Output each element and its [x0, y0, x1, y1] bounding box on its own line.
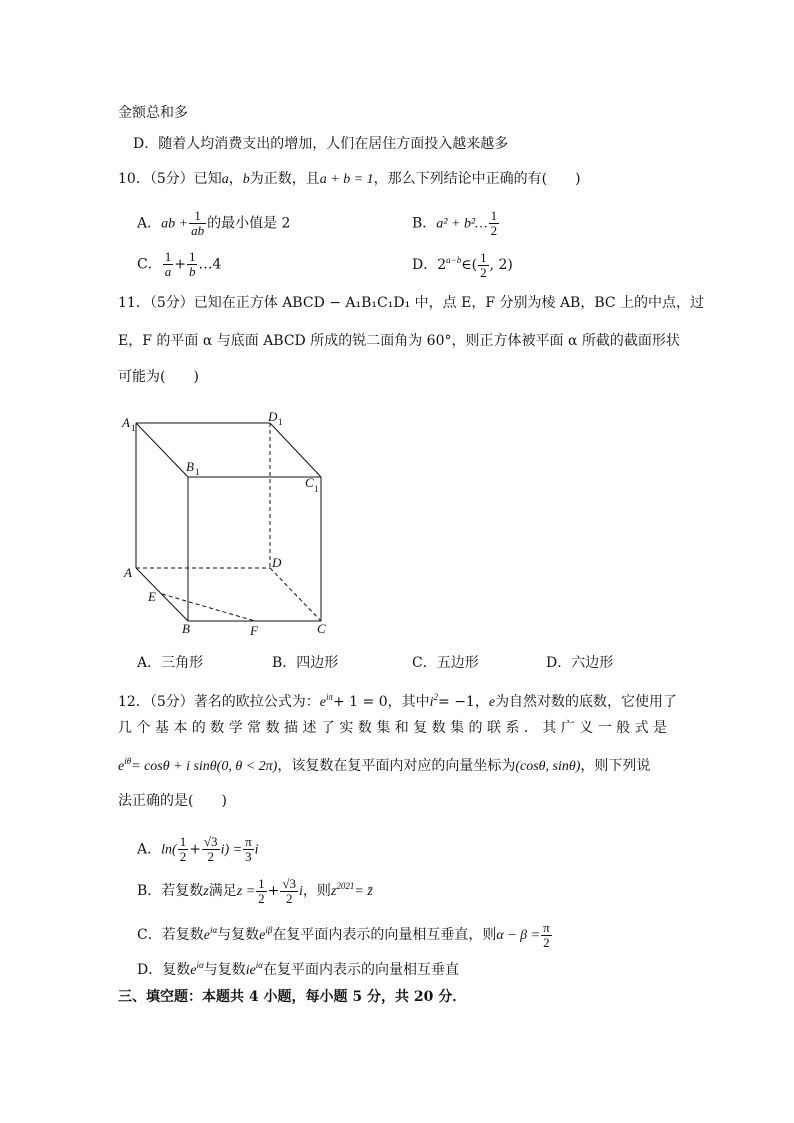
fraction-denominator: b	[188, 264, 196, 279]
q12-option-b-label: B．	[137, 883, 162, 899]
fraction-numerator: 1	[188, 249, 196, 264]
fraction-denominator: 2	[285, 890, 293, 906]
edge-d-c	[270, 568, 321, 621]
q12-option-c-text-2: 与复数	[217, 927, 260, 943]
q12-option-d-ie-exponent: iα	[255, 960, 264, 970]
q11-number: 11．	[118, 295, 150, 311]
q12-option-a-fraction-2	[202, 835, 220, 864]
q10-option-d-fraction	[478, 251, 489, 280]
q11-score: （5分）	[149, 295, 194, 311]
q12-option-c-text-1: 若复数	[161, 927, 204, 943]
q12-text-1: 著名的欧拉公式为：	[193, 694, 320, 710]
q10-condition: a + b = 1	[319, 172, 374, 187]
cube-figure	[118, 405, 348, 641]
q12-option-a-mid: i) =	[220, 842, 243, 858]
q12-option-c-relation: α − β =	[496, 928, 541, 943]
q12-option-a-tail: i	[254, 842, 259, 858]
q12-score: （5分）	[149, 694, 194, 710]
q12-stem-line-4: 法正确的是( )	[118, 793, 227, 809]
label-b1: B	[186, 459, 194, 474]
q12-option-d-e1: e	[190, 963, 197, 978]
q10-comma: ，	[228, 171, 243, 187]
q10-option-c-fraction-2	[187, 250, 198, 279]
fraction-numerator: 1	[258, 875, 265, 891]
q12-option-b-text-2: 满足	[208, 883, 237, 899]
q12-option-b-z: z	[203, 884, 209, 899]
q12-text-4: 为自然对数的底数，它使用了	[495, 694, 678, 710]
label-c1-sub: 1	[314, 484, 319, 494]
q12-stem-line-3	[118, 751, 650, 777]
q10-text-2: 为正数，且	[249, 171, 320, 187]
q12-option-d-label: D．	[137, 962, 163, 978]
q12-option-d-text-3: 在复平面内表示的向量相互垂直	[263, 962, 460, 978]
q12-option-a-label: A．	[137, 841, 162, 858]
q12-general-rest: = cosθ + i sinθ(0, θ < 2π)	[131, 759, 278, 774]
q12-option-b-text-1: 若复数	[161, 883, 204, 899]
q12-line-3-tail: ，则下列说	[580, 758, 651, 774]
q11-stem-line-3: 可能为( )	[118, 369, 199, 385]
q12-i-rest: = −1	[438, 694, 475, 710]
q10-stem	[118, 169, 581, 190]
q12-number: 12．	[118, 694, 150, 710]
label-d: D	[272, 555, 282, 570]
q12-option-c-e1-exponent: iα	[209, 925, 218, 935]
q10-text-1: 已知	[193, 171, 222, 187]
label-d1: D	[268, 409, 278, 424]
label-a1-sub: 1	[131, 423, 136, 433]
q10-option-c-label: C．	[137, 256, 162, 273]
q12-general-base: e	[118, 759, 125, 774]
q10-option-b-fraction	[489, 209, 500, 238]
q12-option-c-text-3: 在复平面内表示的向量相互垂直，则	[272, 927, 497, 943]
q12-option-a-plus: +	[189, 841, 201, 858]
prev-question-continuation: 金额总和多	[118, 105, 188, 121]
fraction-numerator: √3	[203, 834, 218, 849]
fraction-denominator: 2	[543, 934, 550, 950]
q11-stem-line-2: E，F 的平面 α 与底面 ABCD 所成的锐二面角为 60°，则正方体被平面 α 所截的截面形状	[118, 333, 680, 349]
q10-option-d-in: ∈(	[461, 257, 478, 273]
q10-option-c-fraction-1	[163, 250, 174, 279]
fraction-denominator: 2	[258, 890, 265, 906]
fraction-numerator: 1	[480, 249, 487, 265]
q11-option-b: B．四边形	[272, 655, 339, 671]
q12-option-b-fraction-1	[256, 877, 267, 906]
q10-text-3: ，那么下列结论中正确的有	[373, 171, 542, 187]
q12-i-exponent: 2	[433, 692, 439, 702]
q11-stem-line-1	[118, 293, 704, 313]
fraction-numerator: 1	[179, 834, 187, 849]
q10-option-d-tail: , 2)	[489, 257, 513, 273]
q12-option-b-eq2: = z̄	[354, 884, 373, 899]
fraction-denominator: 2	[480, 264, 487, 280]
fraction-numerator: 1	[490, 208, 498, 223]
q10-option-a-text: 的最小值是 2	[207, 215, 291, 232]
q12-option-b-text-3: ，则	[302, 883, 331, 899]
q10-option-d-base: 2	[437, 257, 447, 273]
q12-option-c-e2-exponent: iβ	[265, 925, 273, 935]
fraction-denominator: a	[164, 264, 172, 279]
q12-text-3: ，	[474, 694, 489, 710]
label-b: B	[182, 621, 190, 636]
q12-euler-base: e	[319, 695, 326, 710]
q12-option-c-e1: e	[203, 928, 210, 943]
prev-option-d: D．随着人均消费支出的增加，人们在居住方面投入越来越多	[133, 136, 509, 152]
label-a1: A	[122, 415, 130, 430]
q12-option-c	[137, 920, 553, 950]
label-c1: C	[305, 475, 314, 490]
edge-d1-c1	[270, 423, 321, 477]
q12-euler-exponent: iπ	[325, 692, 333, 702]
q12-option-a	[137, 835, 259, 864]
q10-option-b-expr: a² + b²…	[436, 216, 488, 232]
fraction-denominator: 2	[179, 849, 187, 864]
q10-answer-paren: ( )	[541, 171, 581, 187]
q10-option-a	[137, 209, 290, 238]
q10-option-c-tail: …4	[198, 256, 222, 273]
q12-stem-line-2: 几 个 基 本 的 数 学 常 数 描 述 了 实 数 集 和 复 数 集 的 联 系 ． 其 广 义 一 般 式 是	[118, 720, 668, 736]
q12-option-b	[137, 876, 373, 906]
label-a: A	[124, 565, 132, 580]
q12-option-a-ln: ln(	[161, 842, 177, 858]
q12-option-b-plus: +	[267, 883, 280, 899]
edge-a1-b1	[136, 423, 188, 477]
q12-option-a-fraction-1	[178, 835, 189, 864]
fraction-denominator: 2	[490, 223, 498, 238]
q10-option-d-label: D．	[412, 257, 438, 273]
q12-option-c-fraction	[541, 921, 552, 950]
q12-option-b-z-base: z	[330, 884, 337, 899]
q12-option-a-fraction-3	[243, 835, 254, 864]
q12-option-c-label: C．	[137, 927, 162, 943]
q10-var-a: a	[221, 172, 229, 187]
label-d1-sub: 1	[278, 417, 283, 427]
segment-e-f	[162, 594, 255, 621]
q10-option-a-fraction	[189, 209, 206, 238]
q10-option-d	[412, 250, 513, 280]
label-b1-sub: 1	[195, 467, 200, 477]
q12-e-var: e	[488, 695, 496, 710]
q11-option-d: D．六边形	[546, 655, 614, 671]
q12-option-d-text-2: 与复数	[203, 962, 246, 978]
q12-option-b-fraction-2	[280, 877, 298, 906]
fraction-denominator: 2	[207, 849, 214, 864]
q10-score: （5分）	[149, 171, 194, 187]
fraction-denominator: ab	[191, 223, 205, 238]
q12-euler-rest: + 1 = 0	[332, 694, 388, 710]
fraction-numerator: π	[543, 919, 550, 935]
q12-option-d-text-1: 复数	[162, 962, 191, 978]
q11-line-1-text: 已知在正方体 ABCD − A₁B₁C₁D₁ 中，点 E，F 分别为棱 AB，BC 上的中点，过	[193, 295, 705, 311]
q12-stem-line-1	[118, 687, 677, 713]
fraction-numerator: 1	[164, 249, 172, 264]
q10-option-b	[412, 209, 500, 238]
fraction-denominator: 3	[245, 849, 252, 864]
q11-option-c: C．五边形	[412, 655, 479, 671]
fraction-numerator: 1	[189, 209, 206, 224]
q12-general-exponent: iθ	[124, 756, 132, 766]
q12-option-c-e2: e	[259, 928, 266, 943]
q10-option-c-plus: +	[174, 256, 186, 273]
q12-i: i	[429, 695, 434, 710]
label-c: C	[317, 621, 326, 636]
q10-option-a-label: A．	[137, 215, 162, 232]
q12-line-3-text: ，该复数在复平面内对应的向量坐标为	[277, 758, 516, 774]
q10-option-b-label: B．	[412, 215, 437, 232]
q11-option-a: A．三角形	[137, 655, 204, 671]
q10-var-b: b	[242, 172, 250, 187]
q12-coordinate: (cosθ, sinθ)	[515, 759, 581, 774]
q10-number: 10．	[118, 171, 150, 187]
q10-option-c	[137, 250, 221, 279]
q12-option-b-i: i	[299, 884, 303, 899]
q12-option-b-eq: z =	[236, 884, 256, 899]
section-3-heading: 三、填空题：本题共 4 小题，每小题 5 分，共 20 分．	[118, 989, 467, 1005]
q12-option-d	[137, 955, 459, 981]
q12-option-d-ie: ie	[245, 963, 256, 978]
label-e: E	[148, 589, 156, 604]
q12-option-d-e1-exponent: iα	[196, 960, 204, 970]
q12-text-2: ，其中	[387, 694, 430, 710]
label-f: F	[250, 623, 258, 638]
fraction-numerator: √3	[282, 875, 297, 891]
fraction-numerator: π	[245, 834, 252, 849]
q10-option-d-exponent: a−b	[446, 255, 462, 265]
q12-option-b-z-exponent: 2021	[336, 881, 355, 891]
q10-option-a-expr: ab +	[161, 216, 189, 232]
